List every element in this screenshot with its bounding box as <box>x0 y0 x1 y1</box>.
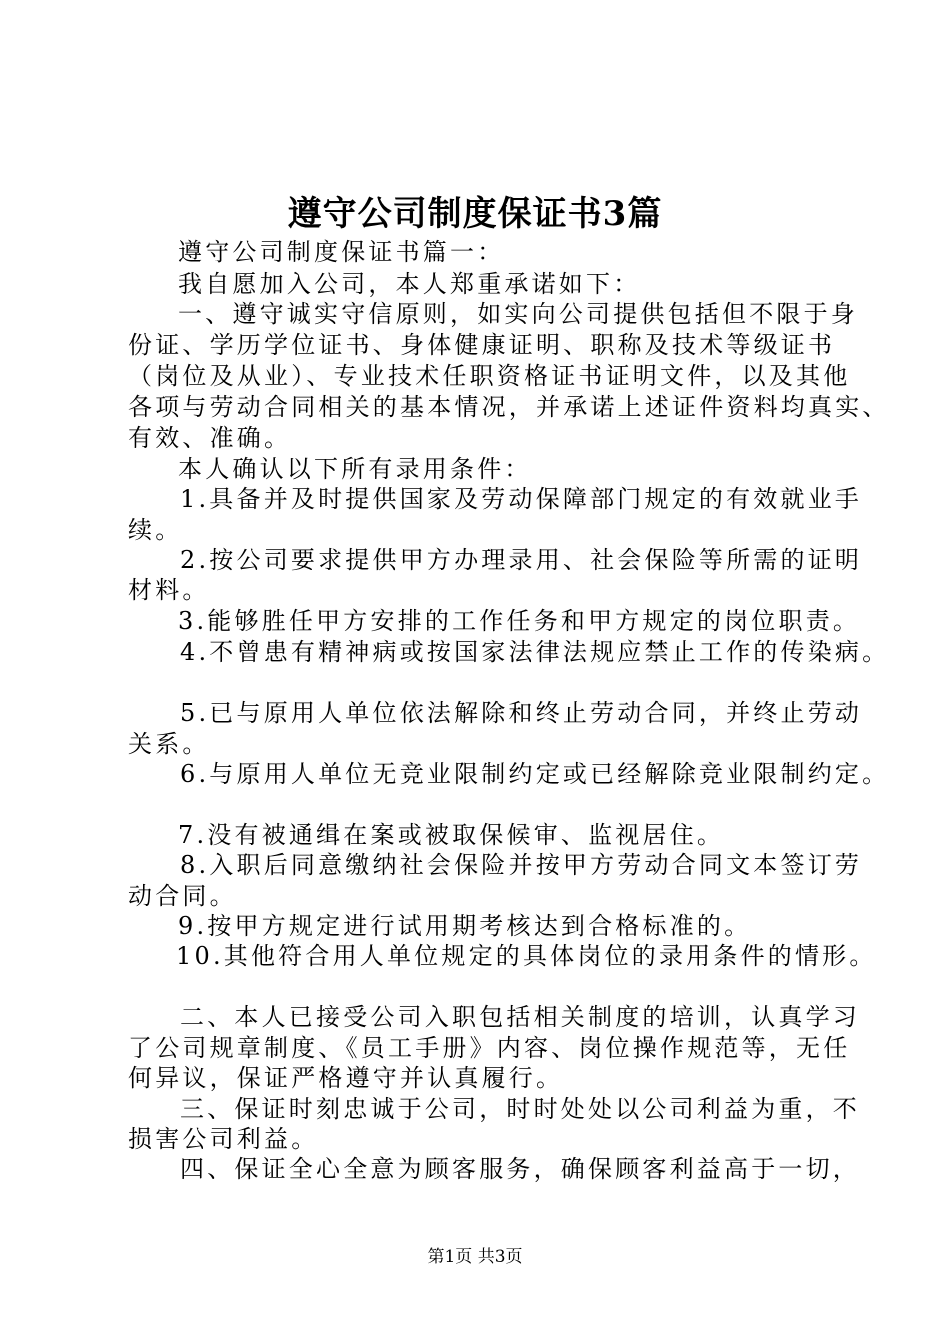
text-line: 四、保证全心全意为顾客服务，确保顾客利益高于一切， <box>180 1155 860 1183</box>
list-item: 7.没有被通缉在案或被取保候审、监视居住。 <box>178 821 725 849</box>
text-line: 各项与劳动合同相关的基本情况，并承诺上述证件资料均真实、 <box>128 393 890 421</box>
text-line: 了公司规章制度、《员工手册》内容、岗位操作规范等，无任 <box>128 1034 851 1062</box>
text-line: 一、遵守诚实守信原则，如实向公司提供包括但不限于身 <box>178 300 858 328</box>
page-number: 第1页 共3页 <box>427 1247 523 1267</box>
list-item: 6.与原用人单位无竞业限制约定或已经解除竞业限制约定。 <box>180 760 890 788</box>
text-line: 动合同。 <box>128 882 237 910</box>
list-item: 1.具备并及时提供国家及劳动保障部门规定的有效就业手 <box>180 485 863 513</box>
text-line: 二、本人已接受公司入职包括相关制度的培训，认真学习 <box>180 1003 860 1031</box>
list-item: 2.按公司要求提供甲方办理录用、社会保险等所需的证明 <box>180 546 863 574</box>
text-line: 份证、学历学位证书、身体健康证明、职称及技术等级证书 <box>128 331 836 359</box>
text-line: 我自愿加入公司，本人郑重承诺如下： <box>178 270 641 298</box>
text-line: 有效、准确。 <box>128 424 292 452</box>
list-item: 9.按甲方规定进行试用期考核达到合格标准的。 <box>178 912 752 940</box>
list-item: 5.已与原用人单位依法解除和终止劳动合同，并终止劳动 <box>180 699 863 727</box>
text-line: 遵守公司制度保证书篇一： <box>178 238 505 266</box>
text-line: 材料。 <box>128 576 210 604</box>
list-item: 10.其他符合用人单位规定的具体岗位的录用条件的情形。 <box>176 942 877 970</box>
list-item: 4.不曾患有精神病或按国家法律法规应禁止工作的传染病。 <box>180 638 890 666</box>
list-item: 3.能够胜任甲方安排的工作任务和甲方规定的岗位职责。 <box>178 607 861 635</box>
text-line: 续。 <box>128 516 183 544</box>
text-line: 本人确认以下所有录用条件： <box>178 455 532 483</box>
document-title: 遵守公司制度保证书3篇 <box>287 194 663 234</box>
text-line: 损害公司利益。 <box>128 1125 319 1153</box>
text-line: 关系。 <box>128 730 210 758</box>
text-line: 何异议，保证严格遵守并认真履行。 <box>128 1064 564 1092</box>
text-line: （岗位及从业）、专业技术任职资格证书证明文件，以及其他 <box>128 362 851 390</box>
text-line: 三、保证时刻忠诚于公司，时时处处以公司利益为重，不 <box>180 1095 860 1123</box>
list-item: 8.入职后同意缴纳社会保险并按甲方劳动合同文本签订劳 <box>180 851 863 879</box>
